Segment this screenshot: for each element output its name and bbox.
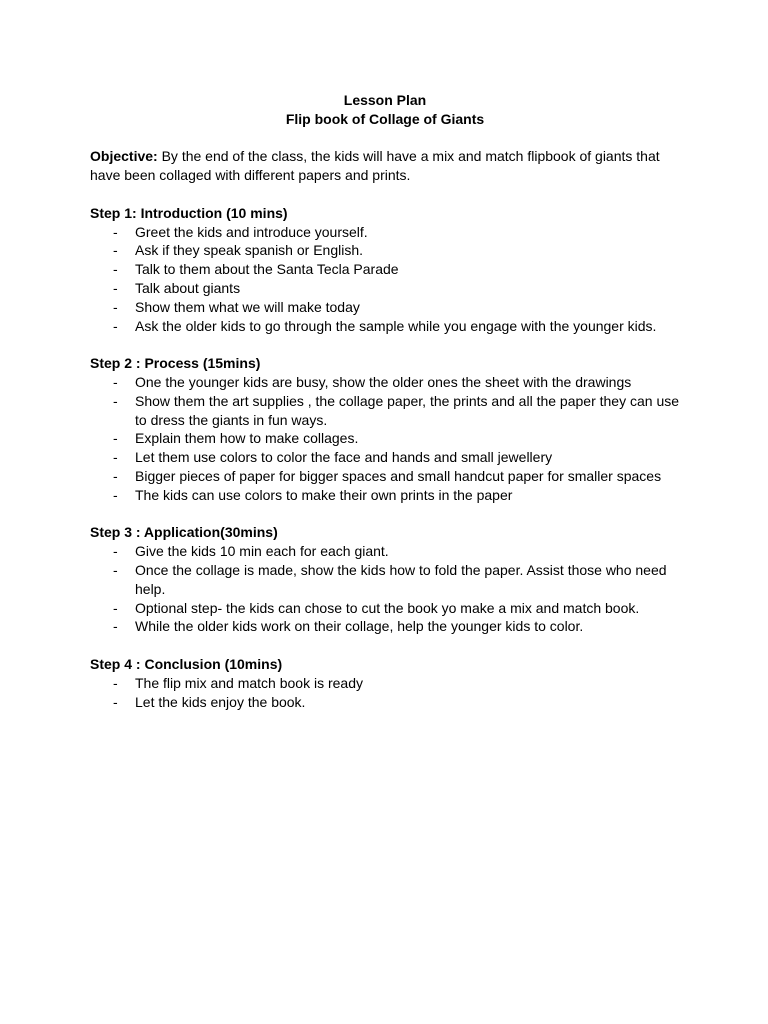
dash-bullet: - bbox=[113, 317, 118, 334]
document-page bbox=[90, 91, 680, 711]
list-item bbox=[90, 617, 680, 636]
page-subtitle: Flip book of Collage of Giants bbox=[285, 110, 485, 127]
list-item-text: Once the collage is made, show the kids how to fold the paper. Assist those who need help. bbox=[135, 561, 667, 597]
list-item bbox=[90, 542, 680, 561]
step-heading: Step 3 : Application(30mins) bbox=[90, 524, 278, 541]
list-item-text: While the older kids work on their collage, help the younger kids to color. bbox=[135, 618, 584, 635]
step-section bbox=[90, 523, 680, 636]
list-item-text: Talk to them about the Santa Tecla Parade bbox=[135, 261, 399, 278]
dash-bullet: - bbox=[113, 261, 118, 278]
list-item-text: Let the kids enjoy the book. bbox=[135, 693, 306, 710]
list-item bbox=[90, 693, 680, 712]
list-item-text: Bigger pieces of paper for bigger spaces and small handcut paper for smaller spaces bbox=[135, 467, 662, 484]
step-item-list bbox=[90, 674, 680, 712]
dash-bullet: - bbox=[113, 618, 118, 635]
step-heading: Step 1: Introduction (10 mins) bbox=[90, 204, 288, 221]
list-item bbox=[90, 486, 680, 505]
dash-bullet: - bbox=[113, 279, 118, 296]
step-section bbox=[90, 655, 680, 711]
list-item-text: Give the kids 10 min each for each giant. bbox=[135, 543, 389, 560]
step-item-list bbox=[90, 373, 680, 505]
list-item bbox=[90, 392, 680, 430]
list-item-text: Talk about giants bbox=[135, 279, 241, 296]
list-item-text: The flip mix and match book is ready bbox=[135, 674, 363, 691]
list-item bbox=[90, 223, 680, 242]
list-item bbox=[90, 561, 680, 599]
dash-bullet: - bbox=[113, 430, 118, 447]
dash-bullet: - bbox=[113, 373, 118, 390]
list-item bbox=[90, 279, 680, 298]
list-item-text: Greet the kids and introduce yourself. bbox=[135, 223, 368, 240]
dash-bullet: - bbox=[113, 674, 118, 691]
dash-bullet: - bbox=[113, 599, 118, 616]
objective-paragraph bbox=[90, 147, 680, 185]
list-item bbox=[90, 373, 680, 392]
dash-bullet: - bbox=[113, 467, 118, 484]
list-item-text: Ask the older kids to go through the sample while you engage with the younger kids. bbox=[135, 317, 657, 334]
step-item-list bbox=[90, 223, 680, 336]
dash-bullet: - bbox=[113, 449, 118, 466]
dash-bullet: - bbox=[113, 223, 118, 240]
list-item-text: Show them the art supplies , the collage paper, the prints and all the paper they can use to dress the giants in fun ways. bbox=[135, 392, 680, 428]
list-item bbox=[90, 467, 680, 486]
step-item-list bbox=[90, 542, 680, 636]
list-item-text: Ask if they speak spanish or English. bbox=[135, 242, 364, 259]
list-item-text: Explain them how to make collages. bbox=[135, 430, 359, 447]
objective-label: Objective: bbox=[90, 148, 158, 165]
step-section bbox=[90, 204, 680, 336]
list-item-text: One the younger kids are busy, show the older ones the sheet with the drawings bbox=[135, 373, 632, 390]
list-item-text: The kids can use colors to make their own prints in the paper bbox=[135, 486, 513, 503]
dash-bullet: - bbox=[113, 543, 118, 560]
list-item-text: Let them use colors to color the face and hands and small jewellery bbox=[135, 449, 553, 466]
dash-bullet: - bbox=[113, 693, 118, 710]
list-item bbox=[90, 317, 680, 336]
list-item bbox=[90, 260, 680, 279]
dash-bullet: - bbox=[113, 486, 118, 503]
list-item bbox=[90, 448, 680, 467]
list-item bbox=[90, 429, 680, 448]
list-item bbox=[90, 241, 680, 260]
list-item bbox=[90, 298, 680, 317]
list-item bbox=[90, 599, 680, 618]
list-item-text: Show them what we will make today bbox=[135, 298, 360, 315]
list-item-text: Optional step- the kids can chose to cut the book yo make a mix and match book. bbox=[135, 599, 640, 616]
page-title: Lesson Plan bbox=[343, 92, 427, 108]
steps-section bbox=[90, 204, 680, 712]
dash-bullet: - bbox=[113, 561, 118, 578]
dash-bullet: - bbox=[113, 392, 118, 409]
step-heading: Step 2 : Process (15mins) bbox=[90, 355, 261, 372]
step-heading: Step 4 : Conclusion (10mins) bbox=[90, 655, 283, 672]
step-section bbox=[90, 354, 680, 504]
list-item bbox=[90, 674, 680, 693]
dash-bullet: - bbox=[113, 242, 118, 259]
objective-text: By the end of the class, the kids will have a mix and match flipbook of giants that have been collaged with different papers and prints. bbox=[90, 148, 660, 184]
dash-bullet: - bbox=[113, 298, 118, 315]
